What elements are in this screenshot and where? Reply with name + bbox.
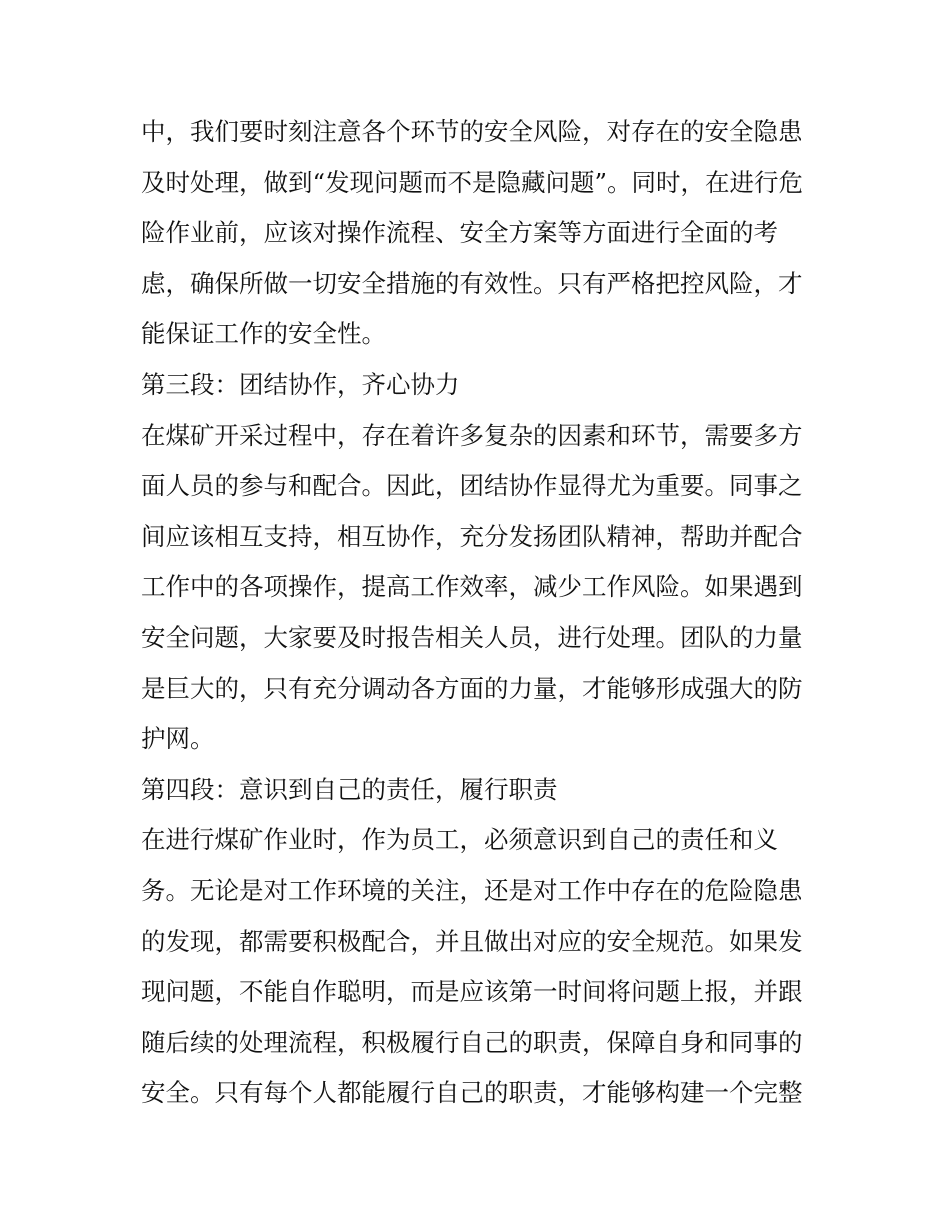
paragraph-line: 及时处理，做到“发现问题而不是隐藏问题”。同时，在进行危: [141, 167, 804, 197]
paragraph-line: 务。无论是对工作环境的关注，还是对工作中存在的危险隐患: [141, 875, 803, 905]
paragraph-line: 安全。只有每个人都能履行自己的职责，才能够构建一个完整: [141, 1078, 803, 1108]
paragraph-line: 是巨大的，只有充分调动各方面的力量，才能够形成强大的防: [141, 673, 803, 703]
paragraph-line: 现问题，不能自作聪明，而是应该第一时间将问题上报，并跟: [141, 977, 803, 1007]
paragraph-line: 在煤矿开采过程中，存在着许多复杂的因素和环节，需要多方: [141, 420, 803, 450]
paragraph-line: 面人员的参与和配合。因此，团结协作显得尤为重要。同事之: [141, 471, 803, 501]
document-body: [141, 107, 821, 1119]
paragraph-line: 间应该相互支持，相互协作，充分发扬团队精神，帮助并配合: [141, 521, 803, 551]
paragraph-line: 安全问题，大家要及时报告相关人员，进行处理。团队的力量: [141, 622, 803, 652]
paragraph-line: 工作中的各项操作，提高工作效率，减少工作风险。如果遇到: [141, 572, 803, 602]
section-heading-3: 第三段：团结协作，齐心协力: [141, 369, 460, 399]
paragraph-line: 虑，确保所做一切安全措施的有效性。只有严格把控风险，才: [141, 268, 803, 298]
paragraph-line: 险作业前，应该对操作流程、安全方案等方面进行全面的考: [141, 218, 778, 248]
paragraph-line: 的发现，都需要积极配合，并且做出对应的安全规范。如果发: [141, 926, 803, 956]
paragraph-line: 护网。: [141, 724, 215, 754]
paragraph-line: 中，我们要时刻注意各个环节的安全风险，对存在的安全隐患: [141, 117, 803, 146]
paragraph-line: 能保证工作的安全性。: [141, 319, 386, 349]
section-heading-4: 第四段：意识到自己的责任，履行职责: [141, 774, 558, 804]
paragraph-line: 在进行煤矿作业时，作为员工，必须意识到自己的责任和义: [141, 825, 778, 855]
paragraph-line: 随后续的处理流程，积极履行自己的职责，保障自身和同事的: [141, 1027, 803, 1057]
